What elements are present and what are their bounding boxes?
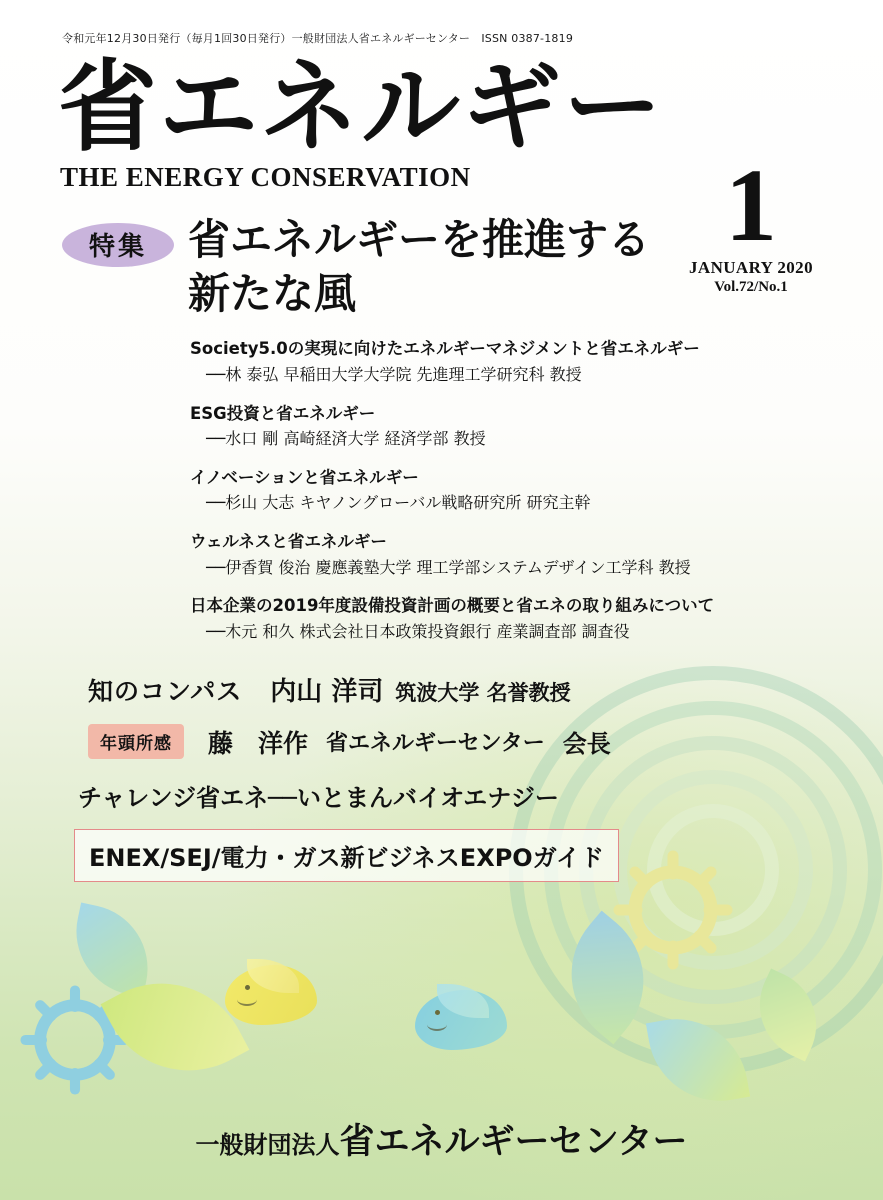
compass-label: 知のコンパス (88, 676, 243, 706)
list-item (190, 338, 780, 385)
leaf-icon (541, 911, 675, 1045)
bird-icon (225, 965, 317, 1025)
new-year-role: 会長 (562, 730, 611, 759)
list-item (190, 531, 780, 578)
magazine-title: 省エネルギー (58, 50, 664, 165)
article-title: ウェルネスと省エネルギー (190, 532, 387, 552)
issue-volume: Vol.72/No.1 (714, 278, 788, 295)
leaf-icon (741, 968, 834, 1061)
compass-affiliation: 筑波大学 名誉教授 (395, 680, 571, 705)
article-title: Society5.0の実現に向けたエネルギーマネジメントと省エネルギー (190, 339, 700, 359)
compass-column-row (88, 671, 883, 708)
article-title: ESG投資と省エネルギー (190, 403, 376, 423)
expo-guide-box: ENEX/SEJ/電力・ガス新ビジネスEXPOガイド (74, 829, 619, 882)
challenge-row: チャレンジ省エネ──いとまんバイオエナジー (78, 783, 559, 812)
article-author: ──木元 和久 株式会社日本政策投資銀行 産業調査部 調査役 (206, 621, 630, 641)
gear-icon (20, 985, 130, 1095)
new-year-badge: 年頭所感 (88, 724, 184, 759)
publisher-logo (0, 1114, 883, 1164)
publisher-prefix: 一般財団法人 (195, 1131, 340, 1159)
list-item (190, 467, 780, 514)
bird-icon (415, 990, 507, 1050)
article-author: ──杉山 大志 キヤノングローバル戦略研究所 研究主幹 (206, 493, 591, 513)
publisher-name: 省エネルギーセンター (339, 1122, 688, 1162)
issue-info (671, 148, 831, 296)
feature-title-line-1: 省エネルギーを推進する (188, 214, 651, 264)
leaf-icon (101, 953, 250, 1102)
leaf-icon (646, 1008, 750, 1112)
leaf-icon (65, 903, 160, 998)
new-year-message-row (88, 724, 883, 760)
article-author: ──伊香賀 俊治 慶應義塾大学 理工学部システムデザイン工学科 教授 (206, 557, 691, 577)
article-title: イノベーションと省エネルギー (190, 467, 419, 487)
feature-title (188, 213, 650, 321)
article-author: ──水口 剛 高崎経済大学 経済学部 教授 (206, 429, 486, 449)
imprint-line: 令和元年12月30日発行（毎月1回30日発行）一般財団法人省エネルギーセンター ISSN 0387-1819 (62, 32, 574, 45)
article-title: 日本企業の2019年度設備投資計画の概要と省エネの取り組みについて (190, 596, 715, 616)
feature-badge: 特集 (62, 223, 174, 267)
article-author: ──林 泰弘 早稲田大学大学院 先進理工学研究科 教授 (206, 364, 582, 384)
issue-number: 1 (725, 148, 777, 263)
feature-title-line-2: 新たな風 (188, 268, 357, 318)
new-year-affiliation: 省エネルギーセンター (326, 731, 545, 757)
new-year-person: 藤 洋作 (208, 728, 309, 758)
list-item (190, 595, 780, 642)
issue-month: JANUARY 2020 (689, 257, 813, 277)
list-item (190, 403, 780, 450)
magazine-title-english: THE ENERGY CONSERVATION (60, 161, 471, 192)
compass-person: 内山 洋司 (270, 676, 384, 707)
table-of-contents (190, 338, 780, 642)
